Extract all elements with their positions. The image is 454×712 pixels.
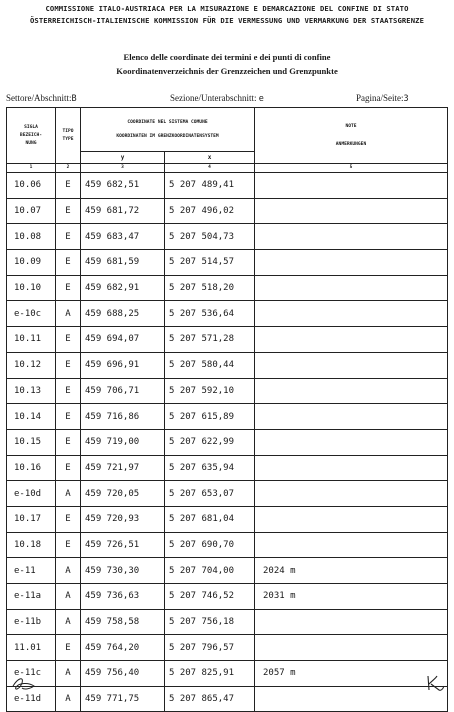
- section-value: e: [258, 94, 264, 104]
- table-row: [7, 173, 448, 199]
- header-sigla-line: NUNG: [25, 140, 37, 146]
- cell-note: [255, 173, 448, 199]
- cell-tipo: E: [56, 378, 81, 404]
- cell-note: [255, 250, 448, 276]
- cell-sigla: 10.07: [7, 198, 56, 224]
- cell-note: [255, 301, 448, 327]
- cell-tipo: E: [56, 635, 81, 661]
- column-number: 3: [81, 164, 165, 173]
- cell-sigla: 10.12: [7, 352, 56, 378]
- cell-y: 459 758,58: [81, 609, 165, 635]
- document-title-italian: Elenco delle coordinate dei termini e dei punti di confine: [123, 52, 331, 62]
- cell-sigla: 11.01: [7, 635, 56, 661]
- cell-x: 5 207 496,02: [165, 198, 255, 224]
- cell-y: 459 721,97: [81, 455, 165, 481]
- cell-tipo: A: [56, 609, 81, 635]
- cell-tipo: E: [56, 173, 81, 199]
- cell-note: [255, 352, 448, 378]
- column-number: 5: [255, 164, 448, 173]
- cell-sigla: e-10d: [7, 481, 56, 507]
- sector-label: Settore/Abschnitt:: [6, 93, 72, 103]
- cell-note: 2024 m: [255, 558, 448, 584]
- cell-x: 5 207 865,47: [165, 686, 255, 712]
- cell-sigla: e-11d: [7, 686, 56, 712]
- header-notes-italian: NOTE: [345, 123, 357, 129]
- cell-note: [255, 686, 448, 712]
- header-coordinates: [81, 108, 255, 152]
- header-sigla-line: SIGLA: [24, 124, 38, 130]
- header-notes-german: ANMERKUNGEN: [335, 141, 367, 147]
- cell-note: [255, 506, 448, 532]
- cell-tipo: A: [56, 584, 81, 610]
- cell-tipo: E: [56, 352, 81, 378]
- header-tipo-line: TYPE: [62, 136, 74, 142]
- table-row: [7, 455, 448, 481]
- cell-sigla: 10.14: [7, 404, 56, 430]
- cell-y: 459 682,51: [81, 173, 165, 199]
- cell-x: 5 207 536,64: [165, 301, 255, 327]
- cell-note: 2031 m: [255, 584, 448, 610]
- table-row: [7, 635, 448, 661]
- cell-sigla: 10.15: [7, 429, 56, 455]
- table-row: [7, 352, 448, 378]
- commission-title-italian: COMMISSIONE ITALO-AUSTRIACA PER LA MISURAZIONE E DEMARCAZIONE DEL CONFINE DI STATO: [45, 4, 409, 13]
- table-row: [7, 275, 448, 301]
- cell-sigla: 10.11: [7, 327, 56, 353]
- cell-y: 459 706,71: [81, 378, 165, 404]
- cell-tipo: E: [56, 404, 81, 430]
- header-notes: [255, 108, 448, 164]
- cell-x: 5 207 514,57: [165, 250, 255, 276]
- cell-y: 459 726,51: [81, 532, 165, 558]
- cell-sigla: e-11b: [7, 609, 56, 635]
- table-row: [7, 198, 448, 224]
- cell-sigla: e-10c: [7, 301, 56, 327]
- page-value: 3: [403, 94, 409, 104]
- cell-note: [255, 198, 448, 224]
- cell-x: 5 207 518,20: [165, 275, 255, 301]
- cell-y: 459 756,40: [81, 661, 165, 687]
- cell-sigla: 10.10: [7, 275, 56, 301]
- cell-sigla: 10.18: [7, 532, 56, 558]
- section-field: [170, 93, 264, 104]
- table-row: [7, 584, 448, 610]
- cell-x: 5 207 615,89: [165, 404, 255, 430]
- header-sigla-line: BEZEICH-: [19, 132, 43, 138]
- cell-y: 459 730,30: [81, 558, 165, 584]
- cell-note: [255, 224, 448, 250]
- cell-note: [255, 327, 448, 353]
- cell-x: 5 207 571,28: [165, 327, 255, 353]
- cell-y: 459 720,05: [81, 481, 165, 507]
- cell-x: 5 207 825,91: [165, 661, 255, 687]
- cell-tipo: E: [56, 224, 81, 250]
- cell-tipo: E: [56, 506, 81, 532]
- initials-signature-left: [10, 674, 40, 694]
- cell-note: [255, 455, 448, 481]
- cell-x: 5 207 746,52: [165, 584, 255, 610]
- cell-sigla: e-11: [7, 558, 56, 584]
- cell-x: 5 207 580,44: [165, 352, 255, 378]
- cell-y: 459 736,63: [81, 584, 165, 610]
- cell-note: [255, 378, 448, 404]
- cell-x: 5 207 489,41: [165, 173, 255, 199]
- table-row: [7, 429, 448, 455]
- initials-signature-right: [424, 672, 448, 694]
- cell-x: 5 207 681,04: [165, 506, 255, 532]
- cell-y: 459 683,47: [81, 224, 165, 250]
- cell-note: [255, 635, 448, 661]
- cell-x: 5 207 653,07: [165, 481, 255, 507]
- section-label: Sezione/Unterabschnitt:: [170, 93, 257, 103]
- cell-y: 459 681,59: [81, 250, 165, 276]
- cell-x: 5 207 622,99: [165, 429, 255, 455]
- coordinates-table: [6, 107, 448, 712]
- cell-x: 5 207 504,73: [165, 224, 255, 250]
- cell-sigla: 10.09: [7, 250, 56, 276]
- cell-y: 459 764,20: [81, 635, 165, 661]
- cell-y: 459 681,72: [81, 198, 165, 224]
- table-row: [7, 327, 448, 353]
- table-row: [7, 506, 448, 532]
- cell-y: 459 682,91: [81, 275, 165, 301]
- cell-sigla: 10.06: [7, 173, 56, 199]
- header-y: y: [81, 152, 165, 164]
- sector-field: [6, 93, 77, 104]
- cell-tipo: A: [56, 686, 81, 712]
- header-sigla: [7, 108, 56, 164]
- cell-sigla: e-11c: [7, 661, 56, 687]
- table-row: [7, 224, 448, 250]
- cell-tipo: E: [56, 275, 81, 301]
- cell-note: [255, 481, 448, 507]
- cell-sigla: e-11a: [7, 584, 56, 610]
- document-title-german: Koordinatenverzeichnis der Grenzzeichen und Grenzpunkte: [116, 66, 338, 76]
- cell-tipo: A: [56, 661, 81, 687]
- header-coordinates-german: KOORDINATEN IM GRENZKOORDINATENSYSTEM: [116, 133, 219, 139]
- sector-value: B: [71, 94, 77, 104]
- header-coordinates-italian: COORDINATE NEL SISTEMA COMUNE: [127, 119, 208, 125]
- cell-note: 2057 m: [255, 661, 448, 687]
- cell-tipo: A: [56, 558, 81, 584]
- cell-x: 5 207 635,94: [165, 455, 255, 481]
- cell-tipo: A: [56, 481, 81, 507]
- cell-note: [255, 609, 448, 635]
- table-row: [7, 404, 448, 430]
- cell-tipo: E: [56, 327, 81, 353]
- cell-x: 5 207 796,57: [165, 635, 255, 661]
- cell-y: 459 694,07: [81, 327, 165, 353]
- cell-tipo: E: [56, 198, 81, 224]
- cell-x: 5 207 756,18: [165, 609, 255, 635]
- cell-sigla: 10.08: [7, 224, 56, 250]
- cell-tipo: A: [56, 301, 81, 327]
- cell-sigla: 10.16: [7, 455, 56, 481]
- cell-y: 459 716,86: [81, 404, 165, 430]
- cell-note: [255, 275, 448, 301]
- table-row: [7, 558, 448, 584]
- cell-tipo: E: [56, 455, 81, 481]
- cell-x: 5 207 704,00: [165, 558, 255, 584]
- table-row: [7, 301, 448, 327]
- cell-y: 459 719,00: [81, 429, 165, 455]
- cell-tipo: E: [56, 429, 81, 455]
- table-row: [7, 661, 448, 687]
- header-tipo-line: TIPO: [62, 128, 74, 134]
- cell-sigla: 10.17: [7, 506, 56, 532]
- header-tipo: [56, 108, 81, 164]
- cell-y: 459 688,25: [81, 301, 165, 327]
- cell-y: 459 771,75: [81, 686, 165, 712]
- page-field: [356, 93, 409, 104]
- cell-x: 5 207 592,10: [165, 378, 255, 404]
- cell-note: [255, 429, 448, 455]
- table-row: [7, 481, 448, 507]
- cell-note: [255, 404, 448, 430]
- coordinates-table-body: [7, 173, 448, 712]
- cell-x: 5 207 690,70: [165, 532, 255, 558]
- cell-note: [255, 532, 448, 558]
- cell-y: 459 696,91: [81, 352, 165, 378]
- cell-y: 459 720,93: [81, 506, 165, 532]
- column-number: 4: [165, 164, 255, 173]
- cell-tipo: E: [56, 532, 81, 558]
- table-row: [7, 250, 448, 276]
- cell-sigla: 10.13: [7, 378, 56, 404]
- column-number: 2: [56, 164, 81, 173]
- table-row: [7, 609, 448, 635]
- table-row: [7, 378, 448, 404]
- commission-title-german: ÖSTERREICHISCH-ITALIENISCHE KOMMISSION FÜR DIE VERMESSUNG UND VERMARKUNG DER STAATSGRENZE: [29, 16, 425, 25]
- table-row: [7, 686, 448, 712]
- header-x: x: [165, 152, 255, 164]
- page-label: Pagina/Seite:: [356, 93, 404, 103]
- column-number: 1: [7, 164, 56, 173]
- cell-tipo: E: [56, 250, 81, 276]
- table-row: [7, 532, 448, 558]
